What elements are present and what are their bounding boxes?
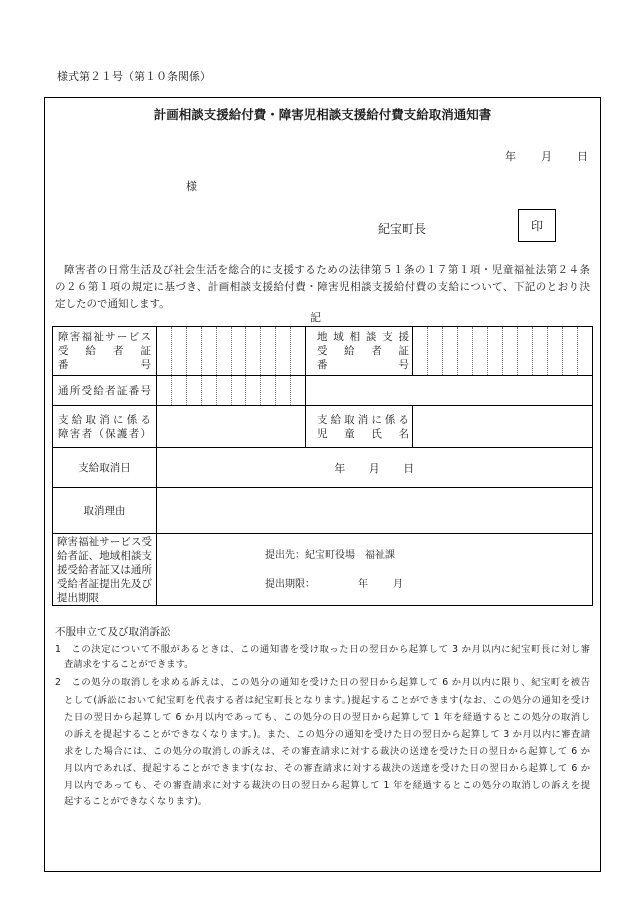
digit-cell [578, 327, 592, 375]
digit-cell [246, 327, 261, 375]
appeal-item-2-line: 月以内であっても、その審査請求に対する裁決の日の翌日から起算して 1 年を経過するとこの処分の取消しの訴えを提 [64, 780, 590, 791]
day-service-certificate-number-cells [157, 376, 306, 405]
day-service-certificate-number-label [53, 376, 157, 405]
community-certificate-number-cells [413, 327, 592, 375]
appeal-item-2-line: 求をした場合には、この処分の取消しの訴えは、その審査請求に対する裁決の送達を受けた日の翌日から起算して 6 か [64, 746, 590, 757]
submission-deadline-year: 年 [358, 579, 368, 590]
label-line: 通所受給者証番号 [58, 384, 151, 397]
digit-cell [261, 376, 276, 405]
appeal-item-2-line: として(訴訟において紀宝町を代表する者は紀宝町長となります。)提起することができます(なお、この処分の通知を受け [64, 695, 590, 706]
ki-marker: 記 [310, 311, 321, 324]
label-line: 支給取消に係る [317, 413, 409, 426]
cancel-date-value: 年 月 日 [334, 461, 415, 475]
digit-cell [503, 327, 518, 375]
digit-cell [246, 376, 261, 405]
label-line: 地域相談支援 [317, 331, 409, 343]
issuer-name: 紀宝町長 [378, 222, 427, 236]
row-cancel-reason [53, 488, 592, 534]
label-line: 受給者証 [317, 345, 409, 357]
digit-cell [443, 327, 458, 375]
digit-cell [458, 327, 473, 375]
notice-text-line: の２６第１項の規定に基づき、計画相談支援給付費・障害児相談支援給付費の支給について、下記のとおり決 [55, 281, 590, 293]
digit-cell [413, 327, 428, 375]
label-line: 受給者証 [58, 345, 151, 357]
row-persons [53, 406, 592, 448]
cancel-date-label [53, 448, 157, 487]
row-day-service-certificate [53, 376, 592, 406]
digit-cell [473, 327, 488, 375]
digit-cell [563, 327, 578, 375]
digit-cell [217, 327, 232, 375]
label-line: 番号 [58, 359, 151, 371]
digit-cell [291, 376, 305, 405]
seal-box [518, 209, 556, 242]
label-line: 支給取消に係る [58, 413, 151, 426]
form-number: 様式第２１号（第１０条関係） [57, 70, 211, 83]
cancel-reason-value [157, 488, 592, 533]
digit-cell [488, 327, 503, 375]
appeal-item-1-line: 査請求をすることができます。 [64, 659, 194, 670]
digit-cell [172, 376, 187, 405]
appeal-item-2-line: の訴えを提起することができなくなります。)。また、この処分の通知を受けた日の翌日から起算して 3 か月以内に審査請 [64, 729, 590, 740]
digit-cell [548, 327, 563, 375]
digit-cell [428, 327, 443, 375]
service-certificate-number-label [53, 327, 157, 375]
service-certificate-number-cells [157, 327, 306, 375]
cancel-reason-label [53, 488, 157, 533]
appeal-item-2-line: 2 この処分の取消しを求める訴えは、この処分の通知を受けた日の翌日から起算して 6 か月以内に限り、紀宝町を被告 [55, 677, 590, 688]
label-line: 児童氏名 [317, 427, 409, 440]
disabled-person-label [53, 406, 157, 447]
label-line: 障害者（保護者） [58, 427, 151, 440]
label-line: 障害福祉サービス [58, 331, 151, 343]
submission-label [53, 534, 157, 605]
digit-cell [276, 327, 291, 375]
digit-cell [291, 327, 305, 375]
label-line: 提出期限 [57, 591, 99, 604]
child-name-value [413, 406, 592, 447]
appeal-item-1-line: 1 この決定について不服があるときは、この通知書を受け取った日の翌日から起算して 3 か月以内に紀宝町長に対し審 [55, 644, 590, 655]
digit-cell [276, 376, 291, 405]
label-line: 障害福祉サービス受 [57, 535, 152, 548]
submission-value [157, 534, 592, 605]
digit-cell [187, 327, 202, 375]
blank-cell [306, 376, 592, 405]
row-submission [53, 534, 592, 605]
submission-deadline-month: 月 [393, 579, 403, 590]
digit-cell [157, 376, 172, 405]
cancellation-details-table [52, 326, 593, 606]
notice-text-line: 定したので通知します。 [55, 298, 170, 310]
issue-date: 年 月 日 [505, 150, 589, 163]
seal-label: 印 [530, 219, 543, 233]
digit-cell [157, 327, 172, 375]
digit-cell [232, 376, 247, 405]
row-certificate-numbers [53, 327, 592, 376]
child-name-label [306, 406, 413, 447]
digit-cell [172, 327, 187, 375]
label-line: 取消理由 [83, 504, 126, 517]
digit-cell [187, 376, 202, 405]
row-cancel-date [53, 448, 592, 488]
digit-cell [518, 327, 533, 375]
appeal-heading: 不服申立て及び取消訴訟 [55, 626, 171, 638]
notice-title: 計画相談支援給付費・障害児相談支援給付費支給取消通知書 [153, 107, 492, 122]
submission-deadline-label: 提出期限： [265, 579, 315, 590]
label-line: 援受給者証又は通所 [57, 563, 152, 576]
digit-cell [261, 327, 276, 375]
digit-cell [202, 327, 217, 375]
appeal-item-2-line: 月以内であれば、提起することができます(なお、その審査請求に対する裁決の送達を受けた日の翌日から起算して 6 か [64, 763, 590, 774]
disabled-person-value [157, 406, 306, 447]
digit-cell [533, 327, 548, 375]
community-certificate-number-label [306, 327, 413, 375]
submission-destination: 提出先：紀宝町役場 福祉課 [265, 550, 395, 561]
label-line: 支給取消日 [78, 461, 131, 474]
addressee-honorific: 様 [186, 180, 197, 193]
digit-cell [232, 327, 247, 375]
label-line: 給者証、地域相談支 [57, 549, 152, 562]
label-line: 番号 [317, 359, 409, 371]
notice-text-line: 障害者の日常生活及び社会生活を総合的に支援するための法律第５１条の１７第１項・児童福祉法第２４条 [64, 264, 590, 276]
digit-cell [217, 376, 232, 405]
digit-cell [202, 376, 217, 405]
appeal-item-2-line: 起することができなくなります)。 [64, 796, 208, 807]
appeal-item-2-line: た日の翌日から起算して 6 か月以内であっても、この処分の日の翌日から起算して 1 年を経過するとこの処分の取消し [64, 712, 590, 723]
label-line: 受給者証提出先及び [57, 577, 152, 590]
